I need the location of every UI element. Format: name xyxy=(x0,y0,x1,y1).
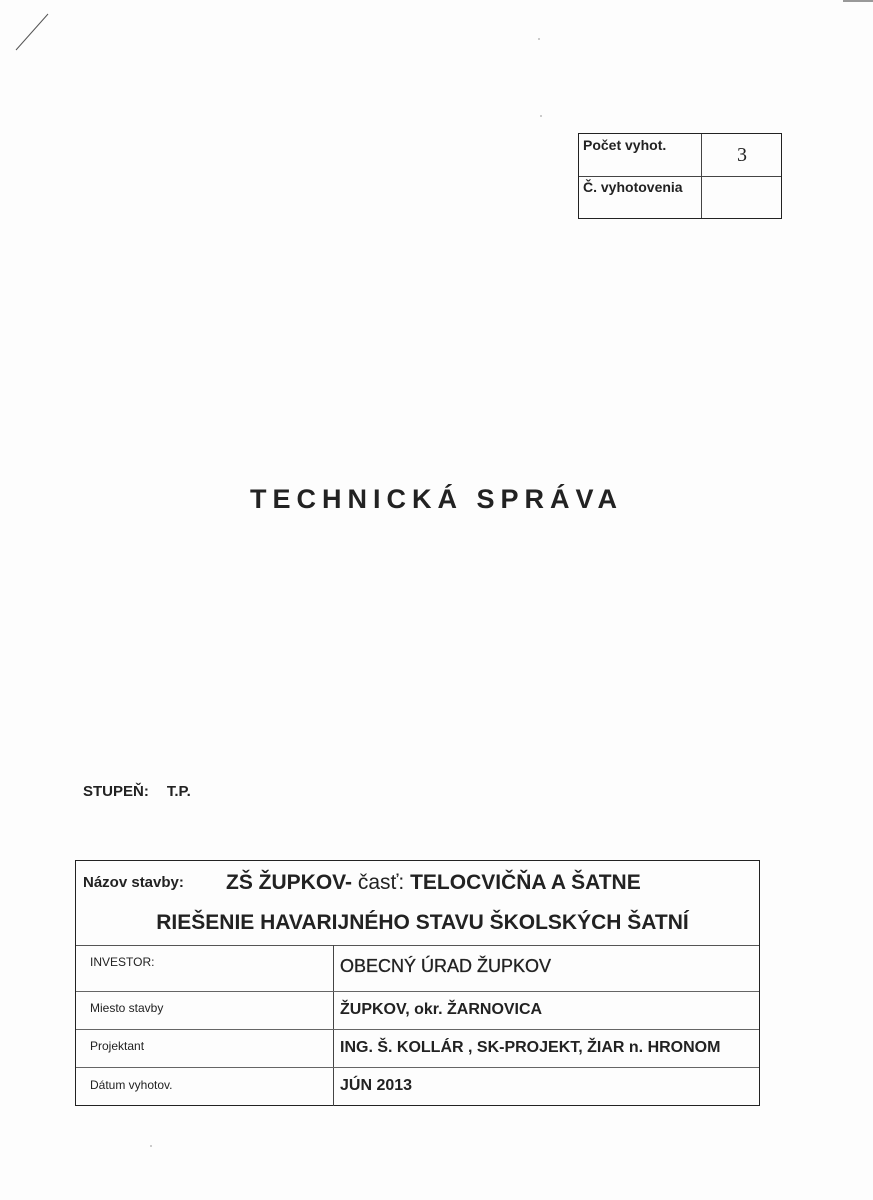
project-name-line xyxy=(226,871,641,895)
table-row xyxy=(76,1030,759,1068)
project-part-label: časť: xyxy=(357,871,405,894)
scan-speck xyxy=(150,1145,152,1147)
copies-count-row xyxy=(579,134,781,177)
stage-label: STUPEŇ: xyxy=(83,783,149,800)
scan-mark xyxy=(14,12,54,52)
copies-count-value: 3 xyxy=(737,144,747,166)
stage-value: T.P. xyxy=(166,783,191,800)
stage-line xyxy=(83,783,191,800)
copies-box xyxy=(578,133,782,219)
project-name: ZŠ ŽUPKOV- xyxy=(226,871,353,894)
scan-edge-mark xyxy=(843,0,873,2)
project-part-value: TELOCVIČŇA A ŠATNE xyxy=(410,871,641,894)
copy-number-label: Č. vyhotovenia xyxy=(583,179,683,195)
row-value-site: ŽUPKOV, okr. ŽARNOVICA xyxy=(340,1001,543,1018)
row-value-date: JÚN 2013 xyxy=(340,1077,413,1094)
project-name-label: Názov stavby: xyxy=(83,874,184,891)
copy-number-row xyxy=(579,176,781,218)
table-row xyxy=(76,945,759,992)
project-subtitle: RIEŠENIE HAVARIJNÉHO STAVU ŠKOLSKÝCH ŠATNÍ xyxy=(156,911,689,934)
scan-speck xyxy=(538,38,540,40)
copies-divider xyxy=(701,176,702,218)
row-label-site: Miesto stavby xyxy=(90,1001,164,1015)
scan-speck xyxy=(540,115,542,117)
project-name-block xyxy=(76,861,759,946)
row-value-investor: OBECNÝ ÚRAD ŽUPKOV xyxy=(340,956,552,976)
row-label-date: Dátum vyhotov. xyxy=(90,1078,173,1092)
copies-count-label: Počet vyhot. xyxy=(583,137,667,153)
table-row xyxy=(76,992,759,1030)
row-value-designer: ING. Š. KOLLÁR , SK-PROJEKT, ŽIAR n. HRONOM xyxy=(340,1039,721,1056)
document-title: TECHNICKÁ SPRÁVA xyxy=(249,484,623,514)
project-info-table xyxy=(75,860,760,1106)
row-label-designer: Projektant xyxy=(90,1039,145,1053)
row-label-investor: INVESTOR: xyxy=(90,955,155,969)
table-row xyxy=(76,1068,759,1106)
